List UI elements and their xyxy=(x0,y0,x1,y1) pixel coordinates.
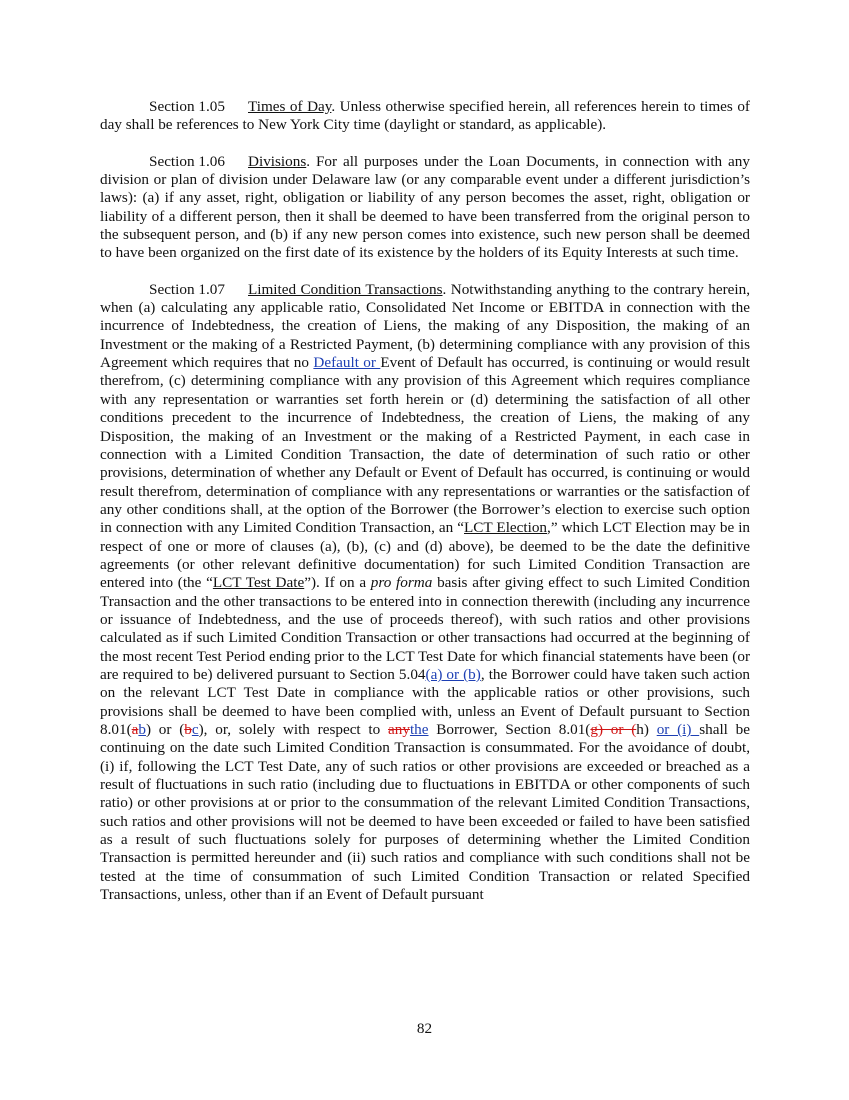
body-text: , the Borrower could have taken such action on the relevant LCT Test Date in compliance with the applicable ratios or other provisions, such provisions shall be deemed to have been complied with, unless an Event of Default pursuant to Section 8.01( xyxy=(100,665,751,738)
inserted-text: c xyxy=(191,721,199,738)
defined-term-lct-test-date: LCT Test Date xyxy=(212,574,305,592)
italic-term: pro forma xyxy=(370,574,433,592)
section-heading: Times of Day xyxy=(248,98,332,115)
body-text: ”). If on a xyxy=(304,574,371,592)
body-text: Borrower, Section 8.01( xyxy=(428,721,591,738)
inserted-text: Default or xyxy=(313,354,381,372)
section-number: Section 1.06 xyxy=(149,152,225,170)
deleted-text: any xyxy=(388,721,410,738)
inserted-text: or (i) xyxy=(656,721,700,738)
inserted-text: the xyxy=(409,721,429,738)
section-1-07 xyxy=(100,281,750,905)
inserted-text: b xyxy=(138,721,146,738)
defined-term-lct-election: LCT Election xyxy=(464,519,548,537)
body-text: h) xyxy=(636,721,657,738)
body-text: ), or, solely with respect to xyxy=(198,721,388,738)
body-text: ) or ( xyxy=(145,721,185,738)
section-number: Section 1.05 xyxy=(149,98,225,115)
section-1-06 xyxy=(100,153,750,263)
deleted-text: b xyxy=(184,721,192,738)
body-text: shall be continuing on the date such Limited Condition Transaction is consummated. For the avoidance of doubt, (i) if, following the LCT Test Date, any of such ratios or other provisions are exceeded or breached as a result of fluctuations in such ratio (including due to fluctuations in EBITDA or other components of such ratio) or other provisions at or prior to the consummation of the relevant Limited Condition Transactions, such ratios and other provisions will not be deemed to have been exceeded or failed to have been satisfied as a result of such fluctuations solely for purposes of determining whether the Limited Condition Transaction is permitted hereunder and (ii) such ratios and compliance with such conditions shall not be tested at the time of consummation of such Limited Condition Transaction or related Specified Transactions, unless, other than if an Event of Default pursuant xyxy=(100,721,750,904)
section-1-05 xyxy=(100,98,750,135)
page-number: 82 xyxy=(416,1020,433,1037)
inserted-text: (a) or (b) xyxy=(425,665,481,683)
body-text: basis after giving effect to such Limited Condition Transaction and the other transactions to be entered into in connection therewith (including any incurrence or issuance of Indebtedness, and the use of proceeds thereof), with such ratios and other provisions calculated as if such Limited Condition Transaction or other transactions had occurred at the beginning of the most recent Test Period ending prior to the LCT Test Date for which financial statements have been (or are required to be) delivered pursuant to Section 5.04 xyxy=(100,574,750,683)
section-body: . For all purposes under the Loan Documents, in connection with any division or plan of division under Delaware law (or any comparable event under a different jurisdiction’s laws): (a) if any asset, right, obligation or liability of any person becomes the asset, right, obligation or liability of a different person, then it shall be deemed to have been transferred from the original person to the subsequent person, and (b) if any new person comes into existence, such new person shall be deemed to have been organized on the first date of its existence by the holders of its Equity Interests at such time. xyxy=(100,152,750,262)
body-text: Event of Default has occurred, is continuing or would result therefrom, (c) determining compliance with any provision of this Agreement which requires compliance with any representation or warranties set forth herein or (d) determining the satisfaction of all other conditions precedent to the incurrence of Indebtedness, the creation of Liens, the making of any Disposition, the making of an Investment or the making of a Restricted Payment, in each case in connection with a Limited Condition Transaction, the date of determination of such ratio or other provisions, determination of whether any Default or Event of Default has occurred, is continuing or would result therefrom, determination of compliance with any representations or warranties or the satisfaction of any other conditions shall, at the option of the Borrower (the Borrower’s election to exercise such option in connection with any Limited Condition Transaction, an “ xyxy=(100,354,751,537)
section-number: Section 1.07 xyxy=(149,280,225,298)
section-heading: Limited Condition Transactions xyxy=(248,280,443,298)
section-heading: Divisions xyxy=(248,152,307,170)
body-text: . Notwithstanding anything to the contrary herein, when (a) calculating any applicable ratio, Consolidated Net Income or EBITDA in connection with the incurrence of Indebtedness, the creation of Liens, the making of any Disposition, the making of an Investment or the making of a Restricted Payment, (b) determining compliance with any provision of this Agreement which requires that no xyxy=(100,280,750,372)
body-text: ,” which LCT Election may be in respect of one or more of clauses (a), (b), (c) and (d) above), be deemed to be the date the definitive agreements (or other relevant definitive documentation) for such Limited Condition Transaction are entered into (the “ xyxy=(100,519,751,592)
deleted-text: g) or ( xyxy=(590,721,637,738)
document-page xyxy=(100,98,750,922)
section-body: . Unless otherwise specified herein, all references herein to times of day shall be references to New York City time (daylight or standard, as applicable). xyxy=(100,98,750,134)
deleted-text: a xyxy=(131,721,139,738)
